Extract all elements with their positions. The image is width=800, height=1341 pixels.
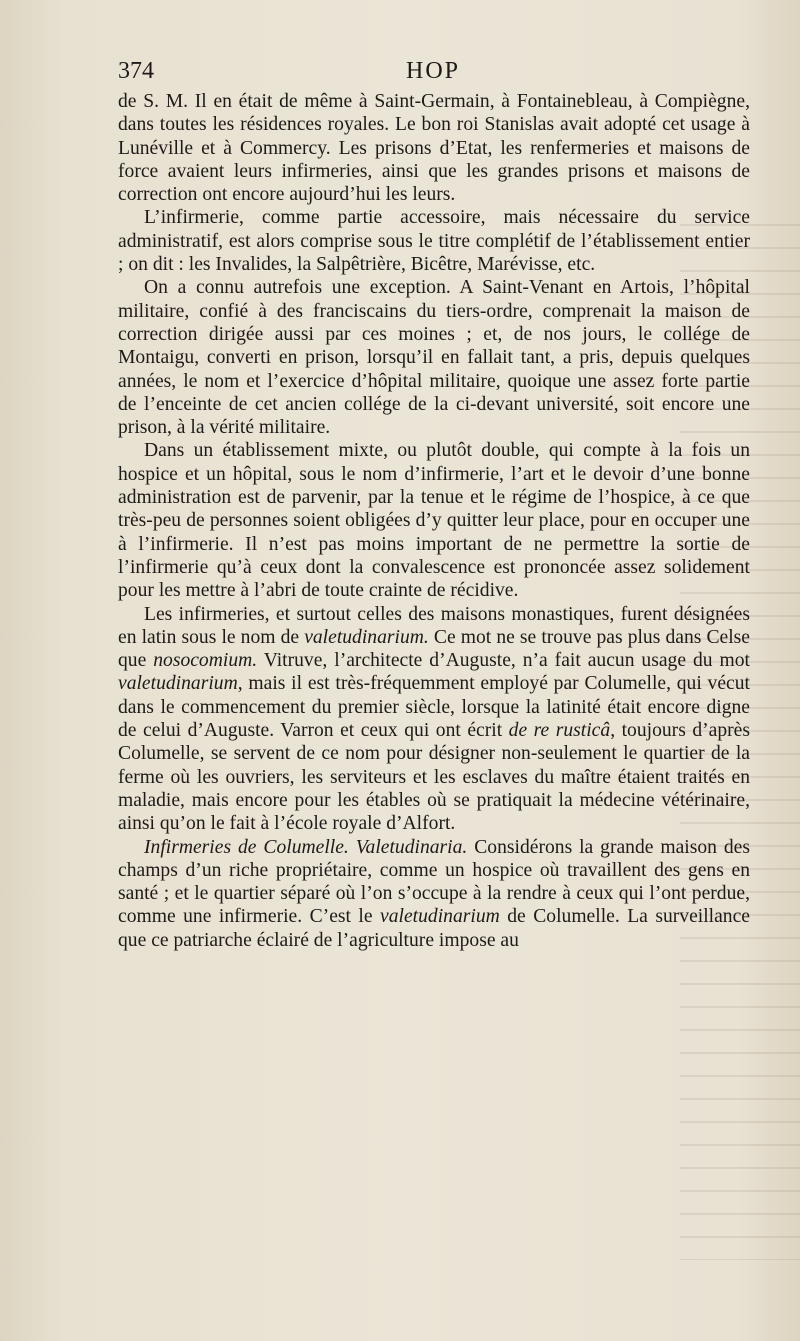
paragraph-columelle bbox=[118, 836, 750, 952]
running-header-title: HOP bbox=[405, 58, 461, 84]
running-head bbox=[118, 58, 748, 92]
text-run: , mais il est très-fréquemment employé par Columelle, qui vécut dans le commencement du premier siècle, lorsque la latinité était encore digne de celui d’Auguste. Varron et ceux qui ont écrit bbox=[118, 673, 750, 742]
latin-term: valetudinarium bbox=[118, 673, 238, 695]
paragraph-etablissement-mixte: Dans un établissement mixte, ou plutôt double, qui compte à la fois un hospice et un hôpital, sous le nom d’infirmerie, l’art et le devoir d’une bonne administration est de parvenir, par la tenue et le régime de l’hospice, à ce que très-peu de personnes soient obligées d’y quitter leur place, pour en occuper une à l’infirmerie. Il n’est pas moins important de ne permettre la sortie de l’infirmerie qu’à ceux dont la convalescence est prononcée assez solidement pour les mettre à l’abri de toute crainte de récidive. bbox=[118, 440, 750, 602]
section-heading-italic: Infirmeries de Columelle. Valetudinaria. bbox=[144, 836, 468, 858]
text-run: Considérons la grande maison des champs d’un riche propriétaire, comme un hospice où travaillent des gens en santé ; et le quartier séparé où l’on s’occupe à la rendre à ceux qui l’ont perdue, comme une infirmerie. C’est le bbox=[118, 836, 750, 928]
text-run: , toujours d’après Columelle, se servent de ce nom pour désigner non-seulement le quartier de la ferme où les ouvriers, les serviteurs et les esclaves du maître étaient traités en maladie, mais encore pour les étables où se pratiquait la médecine vétérinaire, ainsi qu’on le fait à l’école royale d’Alfort. bbox=[118, 720, 750, 835]
paragraph-continued: de S. M. Il en était de même à Saint-Germain, à Fontainebleau, à Compiègne, dans toutes les résidences royales. Le bon roi Stanislas avait adopté cet usage à Lunéville et à Commercy. Les prisons d’Etat, les renfermeries et maisons de force avaient leurs infirmeries, ainsi que les grandes prisons et maisons de correction ont encore aujourd’hui les leurs. bbox=[118, 91, 750, 206]
body-text bbox=[118, 90, 750, 952]
latin-term: valetudinarium. bbox=[304, 626, 429, 648]
paragraph-valetudinarium bbox=[118, 603, 750, 836]
text-run: Vitruve, l’architecte d’Auguste, n’a fait aucun usage du mot bbox=[257, 650, 750, 672]
latin-term: valetudinarium bbox=[380, 906, 500, 928]
latin-term: nosocomium. bbox=[153, 650, 258, 672]
text-run: Ce mot ne se trouve pas plus dans Celse que bbox=[118, 626, 750, 672]
paragraph-infirmerie: L’infirmerie, comme partie accessoire, mais nécessaire du service administratif, est alors comprise sous le titre complétif de l’établissement entier ; on dit : les Invalides, la Salpêtrière, Bicêtre, Marévisse, etc. bbox=[118, 207, 750, 276]
paragraph-exception: On a connu autrefois une exception. A Saint-Venant en Artois, l’hôpital militaire, confié à des franciscains du tiers-ordre, comprenait la maison de correction dirigée aussi par ces moines ; et, de nos jours, le collége de Montaigu, converti en prison, lorsqu’il en fallait tant, a pris, depuis quelques années, le nom et l’exercice d’hôpital militaire, quoique une assez forte partie de l’enceinte de cet ancien collége de la ci-devant université, soit encore une prison, à la vérité militaire. bbox=[118, 277, 750, 439]
page-number: 374 bbox=[118, 58, 154, 84]
text-run: de Columelle. La surveillance que ce patriarche éclairé de l’agriculture impose au bbox=[118, 906, 750, 951]
text-run: Les infirmeries, et surtout celles des maisons monastiques, furent désignées en latin sous le nom de bbox=[118, 603, 750, 648]
latin-term: de re rusticâ bbox=[508, 720, 611, 742]
